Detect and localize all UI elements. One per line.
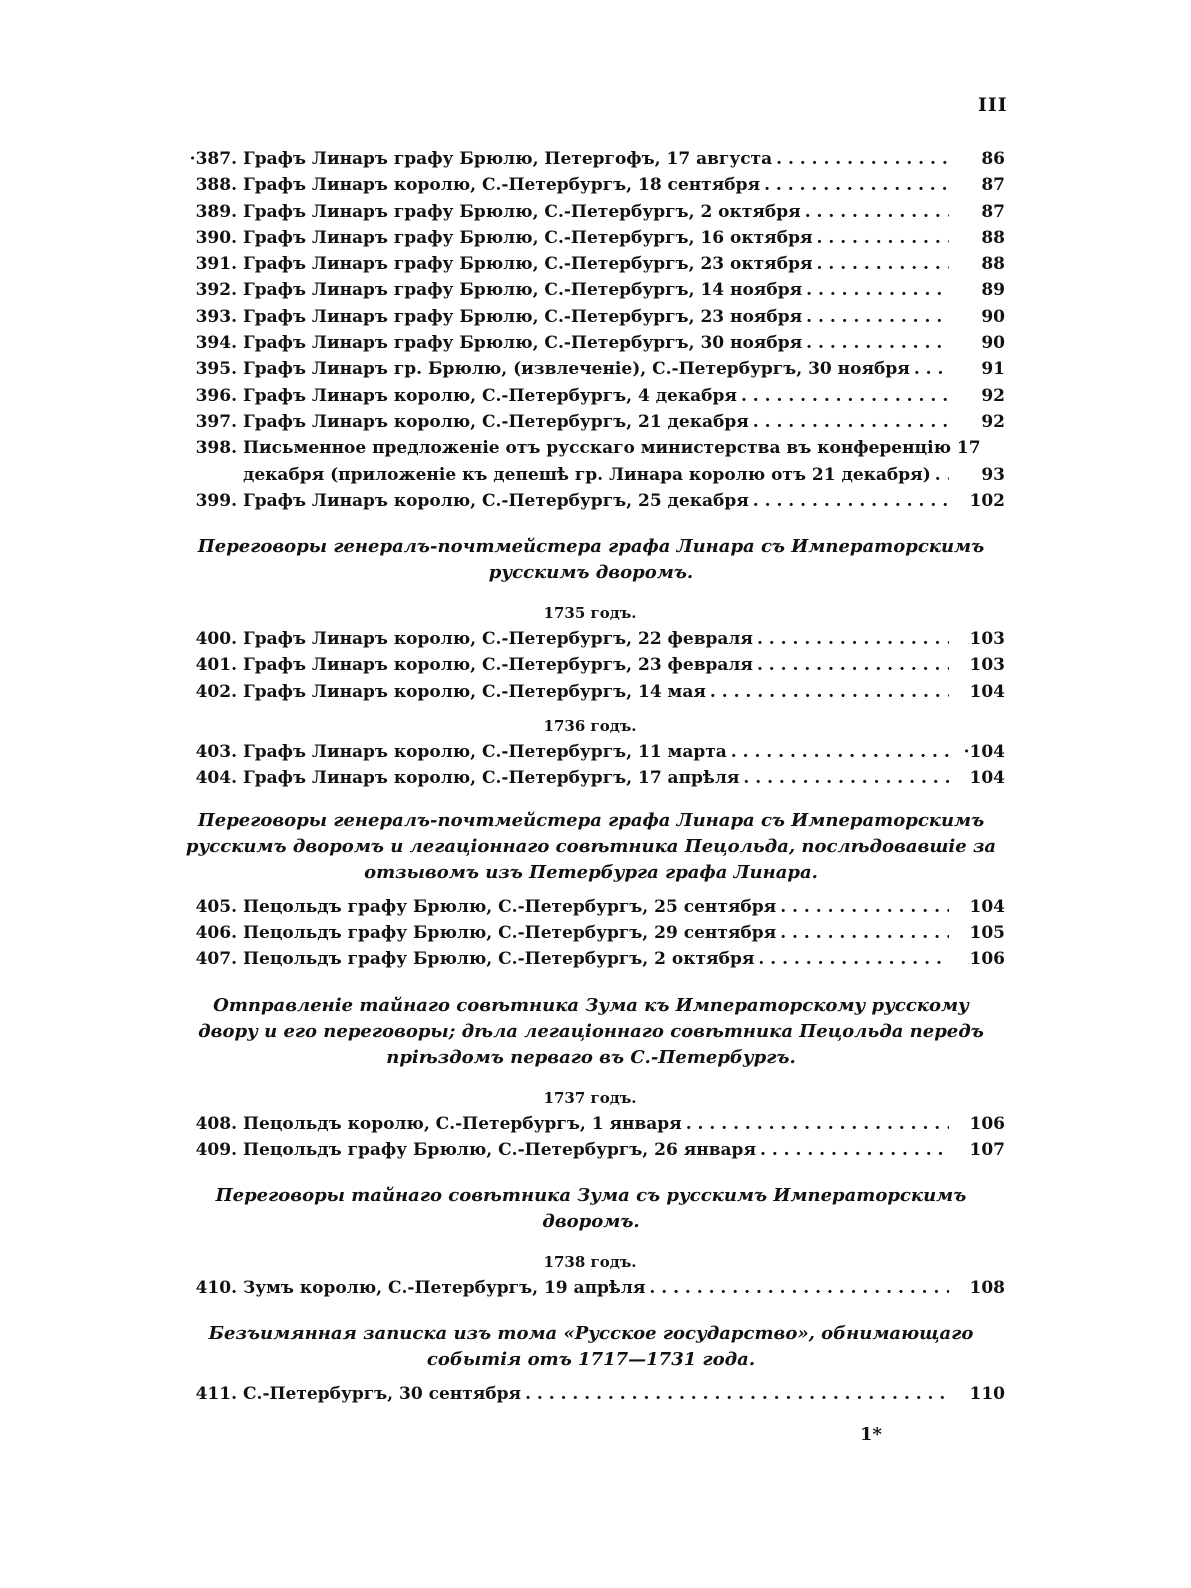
table-of-contents: [175, 146, 1005, 1408]
section-heading: Переговоры генералъ-почтмейстера графа Линара съ Императорскимъ русскимъ дворомъ.: [197, 536, 985, 584]
year-heading: 1736 годъ.: [543, 717, 637, 736]
toc-entry: 402. Графъ Линаръ королю, С.-Петербургъ, 14 мая . . . 104: [175, 679, 1005, 705]
section-heading: Отправленіе тайнаго совѣтника Зума къ Императорскому русскому двору и его переговоры; дѣла легаціоннаго совѣтника Пецольда передъ пріѣздомъ перваго въ С.-Петербургъ.: [198, 994, 984, 1068]
section-heading: Безъимянная записка изъ тома «Русское государство», обнимающаго событія отъ 1717—1731 года.: [208, 1323, 974, 1371]
toc-entry: 401. Графъ Линаръ королю, С.-Петербургъ, 23 февраля . . . 103: [175, 652, 1005, 678]
toc-entry: 400. Графъ Линаръ королю, С.-Петербургъ, 22 февраля . . . 103: [175, 626, 1005, 652]
toc-entry: 397. Графъ Линаръ королю, С.-Петербургъ, 21 декабря . . . 92: [175, 409, 1005, 435]
toc-entry: 411. С.-Петербургъ, 30 сентября . . . 110: [175, 1381, 1005, 1407]
year-heading: 1737 годъ.: [543, 1088, 637, 1107]
toc-entry: 394. Графъ Линаръ графу Брюлю, С.-Петербургъ, 30 ноября . . . 90: [175, 330, 1005, 356]
toc-entry: 391. Графъ Линаръ графу Брюлю, С.-Петербургъ, 23 октября . . . 88: [175, 251, 1005, 277]
toc-entry: 392. Графъ Линаръ графу Брюлю, С.-Петербургъ, 14 ноября . . . 89: [175, 277, 1005, 303]
toc-entry: 409. Пецольдъ графу Брюлю, С.-Петербургъ, 26 января . . . 107: [175, 1137, 1005, 1163]
toc-entry-multiline: 398. Письменное предложеніе отъ русскаго министерства въ конференцію 17 декабря (приложеніе къ депешѣ гр. Линара королю отъ 21 декабря) . . . 93: [175, 435, 1005, 488]
year-heading: 1735 годъ.: [543, 604, 637, 623]
toc-entry: ·387. Графъ Линаръ графу Брюлю, Петергофъ, 17 августа . . . 86: [175, 146, 1005, 172]
toc-entry: 388. Графъ Линаръ королю, С.-Петербургъ, 18 сентября . . . 87: [175, 172, 1005, 198]
toc-entry: 405. Пецольдъ графу Брюлю, С.-Петербургъ, 25 сентября . . . 104: [175, 894, 1005, 920]
toc-entry: 403. Графъ Линаръ королю, С.-Петербургъ, 11 марта . . . ·104: [175, 739, 1005, 765]
year-heading: 1738 годъ.: [543, 1253, 637, 1272]
signature-mark: 1*: [860, 1424, 882, 1445]
toc-entry: 407. Пецольдъ графу Брюлю, С.-Петербургъ, 2 октября . . . 106: [175, 946, 1005, 972]
toc-entry: 393. Графъ Линаръ графу Брюлю, С.-Петербургъ, 23 ноября . . . 90: [175, 304, 1005, 330]
toc-entry: 390. Графъ Линаръ графу Брюлю, С.-Петербургъ, 16 октября . . . 88: [175, 225, 1005, 251]
page-number: III: [978, 94, 1008, 116]
toc-entry: 389. Графъ Линаръ графу Брюлю, С.-Петербургъ, 2 октября . . . 87: [175, 199, 1005, 225]
section-heading: Переговоры генералъ-почтмейстера графа Линара съ Императорскимъ русскимъ дворомъ и легаціоннаго совѣтника Пецольда, послѣдовавшіе за отзывомъ изъ Петербурга графа Линара.: [185, 809, 997, 883]
entry-list: [175, 146, 1005, 514]
toc-entry: 396. Графъ Линаръ королю, С.-Петербургъ, 4 декабря . . . 92: [175, 383, 1005, 409]
toc-entry: 399. Графъ Линаръ королю, С.-Петербургъ, 25 декабря . . . 102: [175, 488, 1005, 514]
toc-entry: 410. Зумъ королю, С.-Петербургъ, 19 апрѣля . . . 108: [175, 1275, 1005, 1301]
toc-entry: 404. Графъ Линаръ королю, С.-Петербургъ, 17 апрѣля . . . 104: [175, 765, 1005, 791]
toc-entry: 395. Графъ Линаръ гр. Брюлю, (извлеченіе), С.-Петербургъ, 30 ноября . . . 91: [175, 356, 1005, 382]
toc-entry: 406. Пецольдъ графу Брюлю, С.-Петербургъ, 29 сентября . . . 105: [175, 920, 1005, 946]
toc-entry: 408. Пецольдъ королю, С.-Петербургъ, 1 января . . . 106: [175, 1111, 1005, 1137]
section-heading: Переговоры тайнаго совѣтника Зума съ русскимъ Императорскимъ дворомъ.: [215, 1185, 967, 1233]
